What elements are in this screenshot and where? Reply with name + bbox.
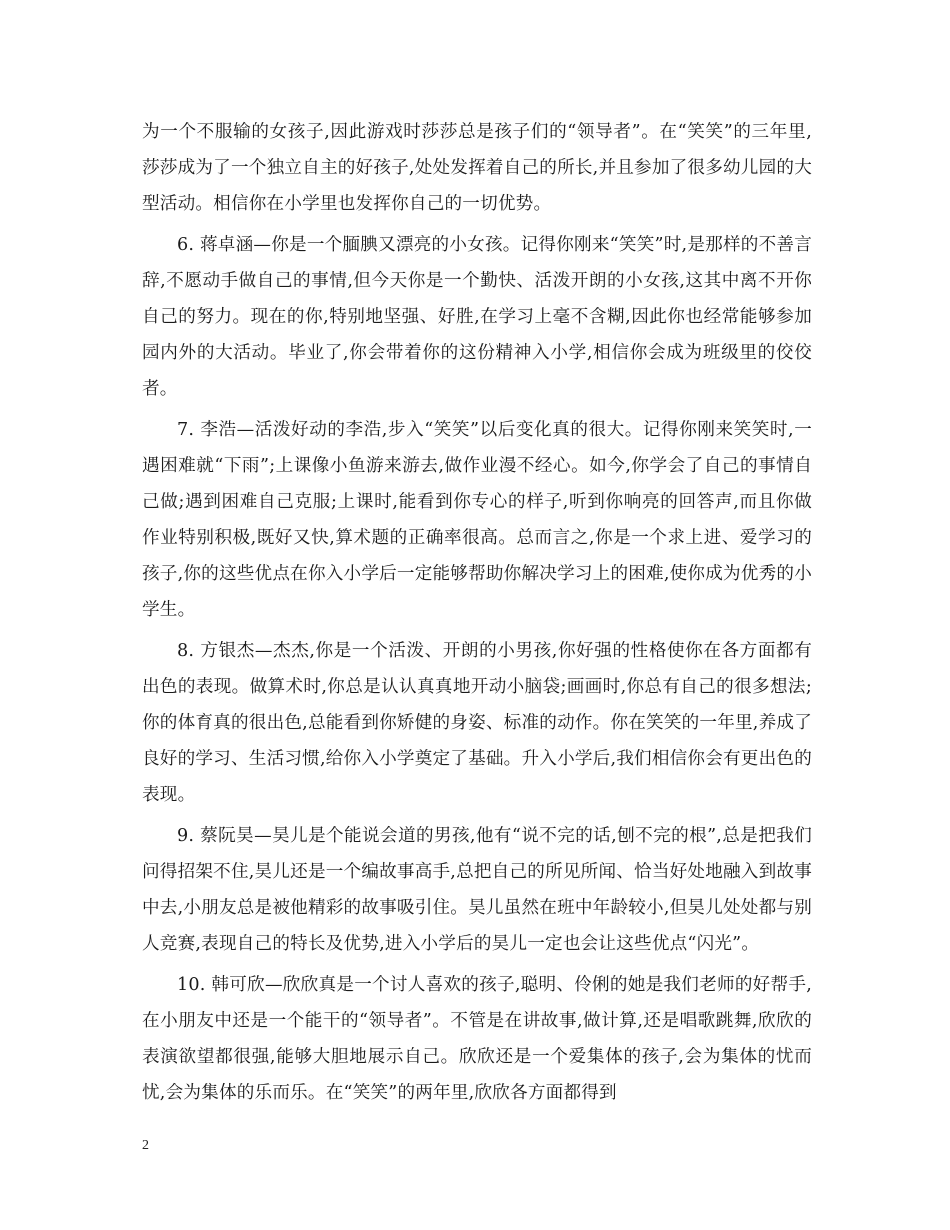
- paragraph-item-9: 9. 蔡阮昊—昊儿是个能说会道的男孩,他有“说不完的话,刨不完的根”,总是把我们问得招架不住,昊儿还是一个编故事高手,总把自己的所见所闻、恰当好处地融入到故事中去,小朋友总是被他精彩的故事吸引住。昊儿虽然在班中年龄较小,但昊儿处处都与别人竞赛,表现自己的特长及优势,进入小学后的昊儿一定也会让这些优点“闪光”。: [142, 826, 812, 954]
- paragraph-item-8: 8. 方银杰—杰杰,你是一个活泼、开朗的小男孩,你好强的性格使你在各方面都有出色的表现。做算术时,你总是认认真真地开动小脑袋;画画时,你总有自己的很多想法;你的体育真的很出色,总能看到你矫健的身姿、标准的动作。你在笑笑的一年里,养成了良好的学习、生活习惯,给你入小学奠定了基础。升入小学后,我们相信你会有更出色的表现。: [142, 641, 812, 805]
- paragraph-item-10: 10. 韩可欣—欣欣真是一个讨人喜欢的孩子,聪明、伶俐的她是我们老师的好帮手,在小朋友中还是一个能干的“领导者”。不管是在讲故事,做计算,还是唱歌跳舞,欣欣的表演欲望都很强,能够大胆地展示自己。欣欣还是一个爱集体的孩子,会为集体的忧而忧,会为集体的乐而乐。在“笑笑”的两年里,欣欣各方面都得到: [142, 975, 812, 1103]
- paragraph-continuation: 为一个不服输的女孩子,因此游戏时莎莎总是孩子们的“领导者”。在“笑笑”的三年里,莎莎成为了一个独立自主的好孩子,处处发挥着自己的所长,并且参加了很多幼儿园的大型活动。相信你在小学里也发挥你自己的一切优势。: [142, 122, 812, 214]
- paragraph-item-6: 6. 蒋卓涵—你是一个腼腆又漂亮的小女孩。记得你刚来“笑笑”时,是那样的不善言辞,不愿动手做自己的事情,但今天你是一个勤快、活泼开朗的小女孩,这其中离不开你自己的努力。现在的你,特别地坚强、好胜,在学习上毫不含糊,因此你也经常能够参加园内外的大活动。毕业了,你会带着你的这份精神入小学,相信你会成为班级里的佼佼者。: [142, 235, 812, 399]
- document-body: [142, 114, 812, 1111]
- page-number: 2: [142, 1138, 149, 1153]
- paragraph-item-7: 7. 李浩—活泼好动的李浩,步入“笑笑”以后变化真的很大。记得你刚来笑笑时,一遇困难就“下雨”;上课像小鱼游来游去,做作业漫不经心。如今,你学会了自己的事情自己做;遇到困难自己克服;上课时,能看到你专心的样子,听到你响亮的回答声,而且你做作业特别积极,既好又快,算术题的正确率很高。总而言之,你是一个求上进、爱学习的孩子,你的这些优点在你入小学后一定能够帮助你解决学习上的困难,使你成为优秀的小学生。: [142, 420, 812, 620]
